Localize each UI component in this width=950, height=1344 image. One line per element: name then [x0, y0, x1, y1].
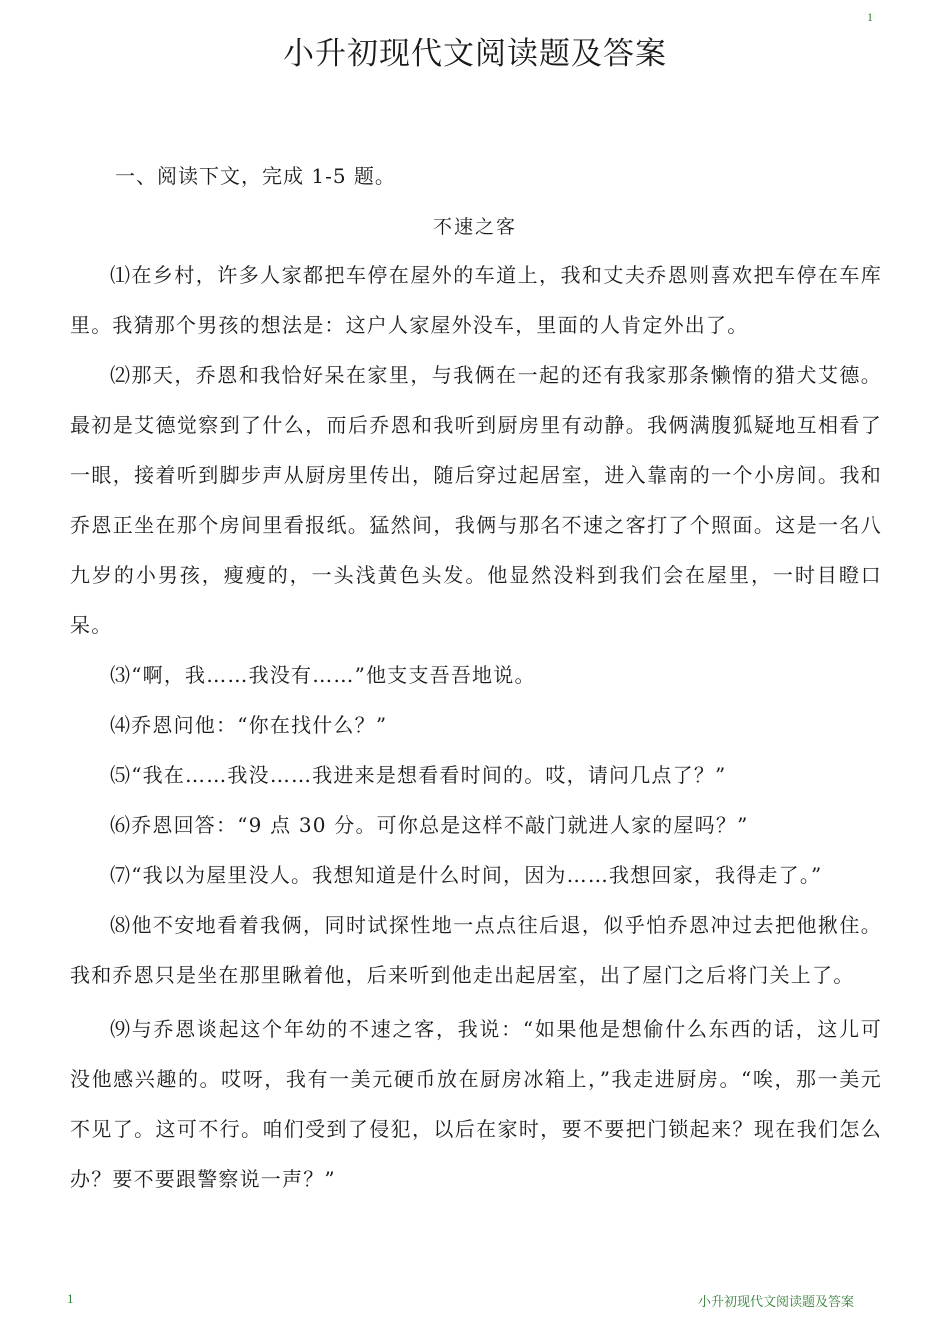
story-title: 不速之客: [432, 216, 517, 238]
document-title: 小升初现代文阅读题及答案: [283, 36, 667, 72]
paragraph-3: ⑶“啊，我……我没有……”他支支吾吾地说。: [110, 663, 536, 687]
footer-page-number: 1: [67, 1291, 74, 1306]
paragraph-6: ⑹乔恩回答：“9 点 30 分。可你总是这样不敲门就进人家的屋吗？”: [110, 813, 749, 837]
paragraph-5: ⑸“我在……我没……我进来是想看看时间的。哎，请问几点了？”: [110, 763, 727, 787]
paragraph-4: ⑷乔恩问他：“你在找什么？”: [110, 713, 388, 737]
paragraph-9: ⑼与乔恩谈起这个年幼的不速之客，我说：“如果他是想偷什么东西的话，这儿可没他感兴趣的。哎呀，我有一美元硬币放在厨房冰箱上，”我走进厨房。“唉，那一美元不见了。这可不行。咱们受到了侵犯，以后在家时，要不要把门锁起来？现在我们怎么办？要不要跟警察说一声？”: [70, 1017, 882, 1191]
paragraph-1: ⑴在乡村，许多人家都把车停在屋外的车道上，我和丈夫乔恩则喜欢把车停在车库里。我猜那个男孩的想法是：这户人家屋外没车，里面的人肯定外出了。: [70, 263, 882, 337]
article-body: [70, 250, 882, 1204]
paragraph-8: ⑻他不安地看着我俩，同时试探性地一点点往后退，似乎怕乔恩冲过去把他揪住。我和乔恩只是坐在那里瞅着他，后来听到他走出起居室，出了屋门之后将门关上了。: [70, 913, 882, 987]
header-page-number: 1: [867, 10, 873, 24]
paragraph-7: ⑺“我以为屋里没人。我想知道是什么时间，因为……我想回家，我得走了。”: [110, 863, 823, 887]
paragraph-2: ⑵那天，乔恩和我恰好呆在家里，与我俩在一起的还有我家那条懒惰的猎犬艾德。最初是艾德觉察到了什么，而后乔恩和我听到厨房里有动静。我俩满腹狐疑地互相看了一眼，接着听到脚步声从厨房里传出，随后穿过起居室，进入靠南的一个小房间。我和乔恩正坐在那个房间里看报纸。猛然间，我俩与那名不速之客打了个照面。这是一名八九岁的小男孩，瘦瘦的，一头浅黄色头发。他显然没料到我们会在屋里，一时目瞪口呆。: [70, 363, 882, 637]
section-heading: 一、阅读下文，完成 1-5 题。: [115, 164, 396, 188]
footer-document-title: 小升初现代文阅读题及答案: [697, 1295, 854, 1310]
